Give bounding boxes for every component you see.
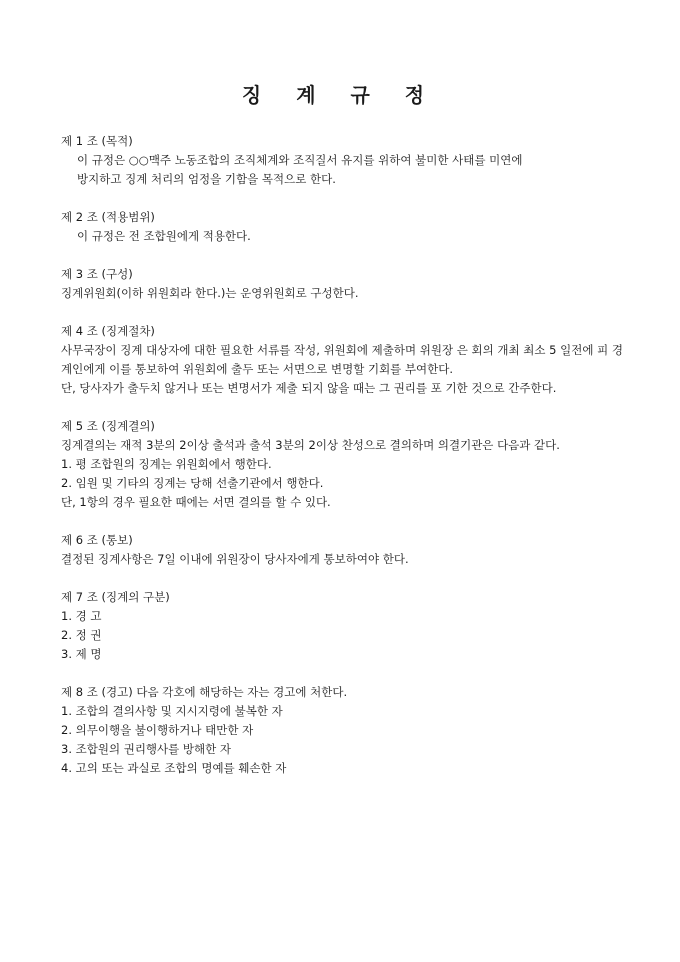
article-7 [61,588,623,664]
article-text: 이 규정은 전 조합원에게 적용한다. [77,229,251,243]
list-item: 2. 의무이행을 불이행하거나 태만한 자 [61,723,254,737]
article-6 [61,531,623,569]
article-text: 단, 당사자가 출두치 않거나 또는 변명서가 제출 되지 않을 때는 그 권리를 포 기한 것으로 간주한다. [61,381,557,395]
article-heading: 제 7 조 (징계의 구분) [61,590,170,604]
list-item: 1. 평 조합원의 징계는 위원회에서 행한다. [61,457,272,471]
list-item: 2. 임원 및 기타의 징계는 당해 선출기관에서 행한다. [61,476,324,490]
article-text: 단, 1항의 경우 필요한 때에는 서면 결의를 할 수 있다. [61,495,331,509]
list-item: 3. 제 명 [61,647,102,661]
list-item: 2. 정 권 [61,628,102,642]
article-text: 징계결의는 재적 3분의 2이상 출석과 출석 3분의 2이상 찬성으로 결의하며 의결기관은 다음과 같다. [61,438,560,452]
article-text: 사무국장이 징계 대상자에 대한 필요한 서류를 작성, 위원회에 제출하며 위원장 은 회의 개최 최소 5 일전에 피 경계인에게 이를 통보하여 위원회에 출두 또는 서면으로 변명할 기회를 부여한다. [61,343,623,376]
article-heading: 제 1 조 (목적) [61,134,133,148]
list-item: 1. 경 고 [61,609,102,623]
list-item: 4. 고의 또는 과실로 조합의 명예를 훼손한 자 [61,761,287,775]
article-heading: 제 5 조 (징계결의) [61,419,155,433]
article-4 [61,322,623,398]
article-text: 이 규정은 ○○맥주 노동조합의 조직체계와 조직질서 유지를 위하여 불미한 사태를 미연에 [77,153,523,167]
article-text: 방지하고 징계 처리의 엄정을 기함을 목적으로 한다. [77,172,336,186]
article-heading: 제 8 조 (경고) 다음 각호에 해당하는 자는 경고에 처한다. [61,685,348,699]
article-2 [61,208,623,246]
article-heading: 제 3 조 (구성) [61,267,133,281]
list-item: 3. 조합원의 권리행사를 방해한 자 [61,742,232,756]
list-item: 1. 조합의 결의사항 및 지시지령에 불복한 자 [61,704,283,718]
article-heading: 제 4 조 (징계절차) [61,324,155,338]
document-body [61,132,623,778]
article-text: 징계위원회(이하 위원회라 한다.)는 운영위원회로 구성한다. [61,286,359,300]
document-title: 징 계 규 정 [241,83,439,107]
article-text: 결정된 징계사항은 7일 이내에 위원장이 당사자에게 통보하여야 한다. [61,552,409,566]
article-3 [61,265,623,303]
article-5 [61,417,623,512]
article-8 [61,683,623,778]
article-heading: 제 6 조 (통보) [61,533,133,547]
article-1 [61,132,623,189]
article-heading: 제 2 조 (적용범위) [61,210,155,224]
